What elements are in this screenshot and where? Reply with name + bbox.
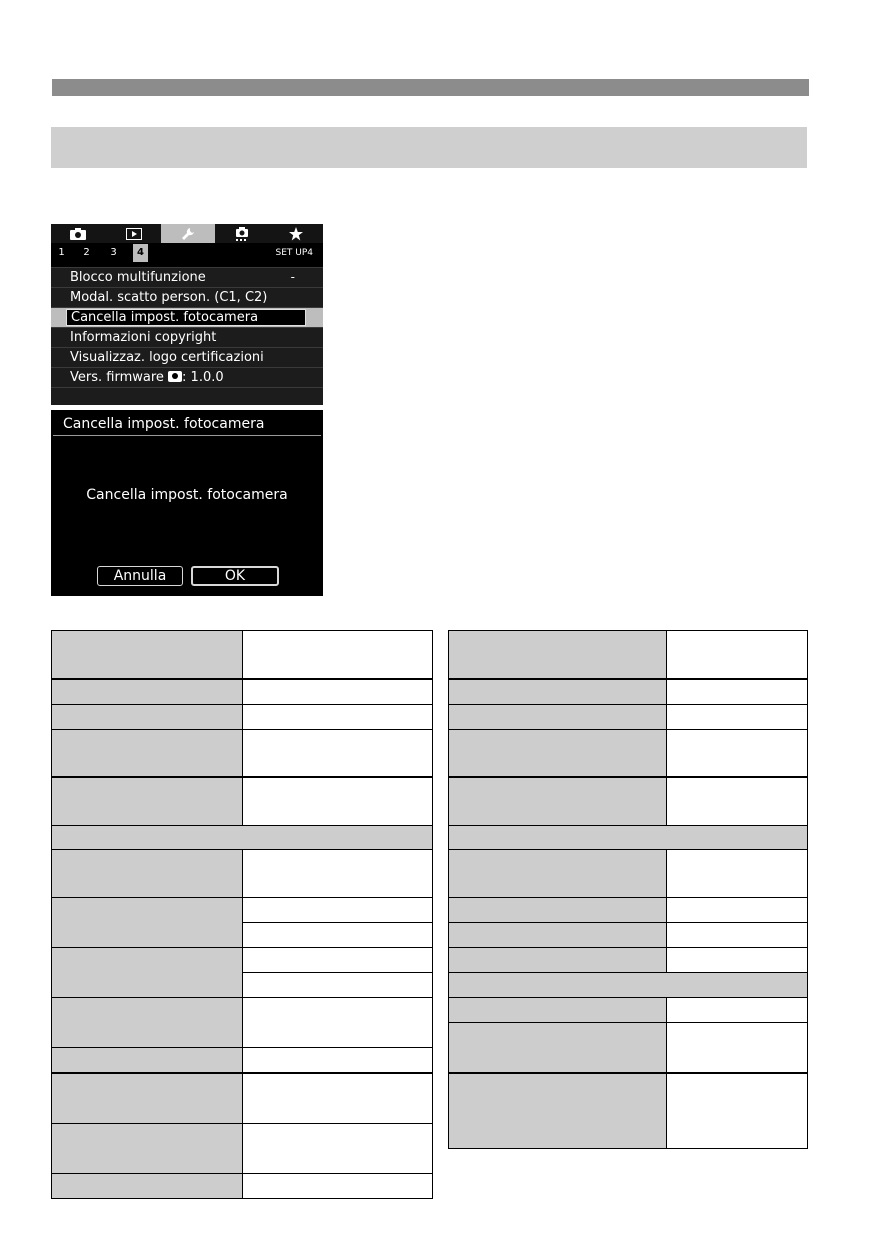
table-divider (52, 776, 432, 778)
table-header-cell (449, 631, 666, 679)
section-header-rule (52, 79, 809, 96)
table-divider (449, 776, 807, 778)
firmware-suffix: : 1.0.0 (182, 370, 224, 385)
table-divider (449, 947, 807, 948)
camera-dialog-screen (51, 410, 323, 596)
table-divider (52, 825, 432, 826)
menu-item-custom-shooting-mode[interactable] (51, 287, 323, 307)
menu-item-firmware-version[interactable] (51, 367, 323, 387)
table-cell (52, 947, 242, 997)
table-divider (52, 1047, 432, 1048)
table-divider (449, 849, 807, 850)
table-divider (666, 631, 667, 825)
table-cell (449, 704, 666, 729)
tab-shooting[interactable] (51, 224, 105, 243)
wrench-icon (181, 227, 195, 241)
table-cell (52, 729, 242, 777)
camera-menu-screen (51, 224, 323, 405)
table-divider (52, 849, 432, 850)
subtab-4[interactable]: 4 (133, 244, 148, 262)
table-divider (449, 678, 807, 680)
menu-tab-bar (51, 224, 323, 243)
table-cell (52, 1173, 242, 1198)
menu-item-label: Cancella impost. fotocamera (66, 309, 306, 326)
table-divider (449, 704, 807, 705)
table-divider (449, 825, 807, 826)
section-label: SET UP4 (275, 248, 313, 258)
table-cell (52, 849, 242, 897)
table-divider (242, 849, 243, 1198)
menu-item-label: Modal. scatto person. (C1, C2) (70, 290, 268, 305)
settings-table-right (448, 630, 808, 1149)
dialog-title: Cancella impost. fotocamera (63, 416, 265, 432)
menu-item-label: Informazioni copyright (70, 330, 217, 345)
table-cell (449, 947, 666, 972)
table-divider (666, 849, 667, 972)
table-header-cell (52, 631, 242, 679)
table-cell (449, 997, 666, 1022)
title-band (51, 127, 807, 168)
table-divider (52, 1072, 432, 1074)
cancel-button[interactable]: Annulla (97, 566, 183, 586)
table-divider (52, 729, 432, 730)
menu-item-label: Blocco multifunzione (70, 270, 206, 285)
tab-playback[interactable] (107, 224, 161, 243)
menu-item-multi-function-lock[interactable] (51, 267, 323, 287)
table-divider (449, 729, 807, 730)
menu-item-copyright-info[interactable] (51, 327, 323, 347)
star-icon (289, 227, 303, 241)
menu-item-clear-camera-settings[interactable] (51, 307, 323, 327)
table-cell (52, 679, 242, 704)
table-cell (449, 897, 666, 922)
table-cell (52, 997, 242, 1047)
table-cell (449, 1073, 666, 1148)
dialog-message: Cancella impost. fotocamera (86, 487, 288, 503)
table-divider (449, 972, 807, 973)
camera-icon (168, 371, 182, 382)
table-divider (449, 997, 807, 998)
table-cell (449, 849, 666, 897)
dialog-divider (53, 435, 321, 436)
table-divider (52, 704, 432, 705)
table-cell (52, 1123, 242, 1173)
table-section-row (52, 825, 432, 849)
subtab-1[interactable]: 1 (58, 247, 65, 258)
table-divider (242, 922, 432, 923)
table-divider (449, 922, 807, 923)
table-cell (52, 1047, 242, 1073)
table-cell (449, 679, 666, 704)
table-cell (449, 922, 666, 947)
subtab-2[interactable]: 2 (83, 247, 90, 258)
table-divider (52, 947, 432, 948)
table-cell (449, 1022, 666, 1073)
firmware-prefix: Vers. firmware (70, 370, 169, 385)
menu-item-label (70, 368, 224, 387)
table-cell (52, 704, 242, 729)
table-cell (449, 729, 666, 777)
menu-empty-row (51, 387, 323, 405)
settings-table-left (51, 630, 433, 1199)
table-divider (242, 631, 243, 825)
menu-item-value: - (290, 270, 295, 284)
table-divider (52, 678, 432, 680)
menu-subtab-bar (51, 243, 323, 263)
table-section-row (449, 825, 807, 849)
table-divider (449, 1072, 807, 1074)
menu-item-label: Visualizzaz. logo certificazioni (70, 350, 264, 365)
subtab-3[interactable]: 3 (110, 247, 117, 258)
table-divider (52, 897, 432, 898)
ok-button[interactable]: OK (191, 566, 279, 586)
camera-icon (70, 228, 86, 240)
table-divider (52, 1123, 432, 1124)
table-cell (52, 777, 242, 825)
menu-item-certification-logo[interactable] (51, 347, 323, 367)
table-divider (449, 1022, 807, 1023)
table-cell (449, 777, 666, 825)
table-cell (52, 1073, 242, 1123)
table-section-row (449, 972, 807, 997)
table-cell (52, 897, 242, 947)
custom-camera-icon (234, 227, 250, 241)
tab-custom-functions[interactable] (215, 224, 269, 243)
tab-my-menu[interactable] (269, 224, 323, 243)
table-divider (242, 972, 432, 973)
table-divider (52, 1173, 432, 1174)
tab-setup[interactable] (161, 224, 215, 243)
playback-icon (126, 228, 142, 240)
table-divider (52, 997, 432, 998)
table-divider (449, 897, 807, 898)
